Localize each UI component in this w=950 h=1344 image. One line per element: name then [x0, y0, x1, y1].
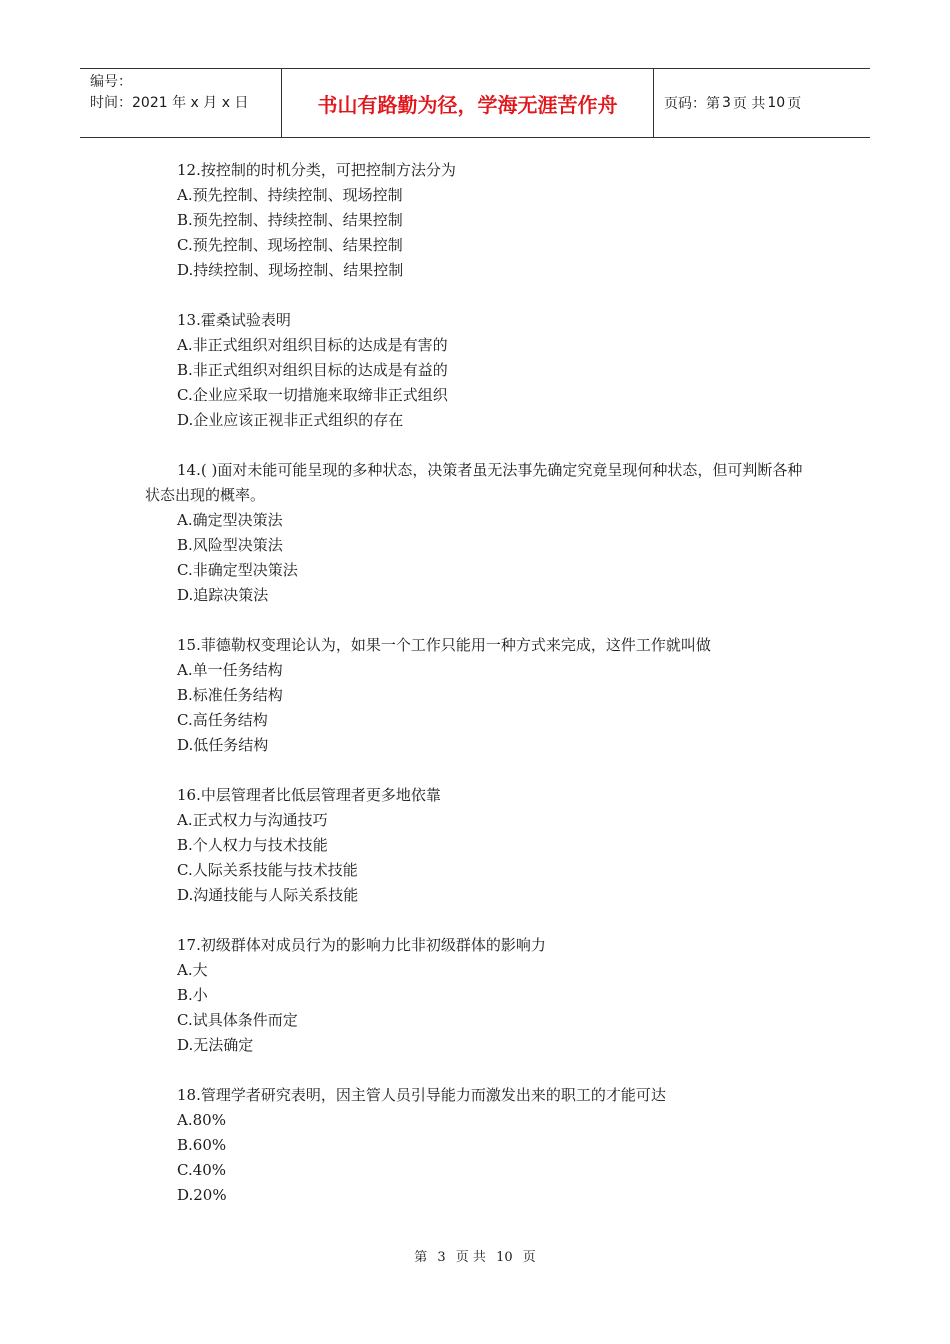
- option-d: D.追踪决策法: [177, 586, 269, 604]
- header-meta: [80, 69, 281, 137]
- option-c: C.人际关系技能与技术技能: [177, 861, 358, 879]
- option-c: C.企业应采取一切措施来取缔非正式组织: [177, 386, 448, 404]
- option-b: B.60%: [177, 1136, 227, 1154]
- page-footer: [0, 1246, 950, 1265]
- option-a: A.大: [177, 961, 208, 979]
- page-prefix: 页码：第: [664, 96, 720, 112]
- option-d: D.企业应该正视非正式组织的存在: [177, 411, 404, 429]
- page-mid: 页 共: [732, 96, 766, 112]
- option-d: D.低任务结构: [177, 736, 269, 754]
- question-18: [145, 1083, 815, 1208]
- option-c: C.40%: [177, 1161, 227, 1179]
- option-c: C.高任务结构: [177, 711, 268, 729]
- option-a: A.预先控制、持续控制、现场控制: [177, 186, 403, 204]
- option-b: B.风险型决策法: [177, 536, 283, 554]
- option-a: A.单一任务结构: [177, 661, 283, 679]
- question-16: [145, 783, 815, 908]
- footer-suffix: 页: [522, 1250, 536, 1265]
- option-b: B.标准任务结构: [177, 686, 283, 704]
- page-total: 10: [767, 95, 786, 111]
- question-stem: 16.中层管理者比低层管理者更多地依靠: [177, 786, 441, 804]
- option-a: A.80%: [177, 1111, 226, 1129]
- footer-total: 10: [496, 1250, 513, 1265]
- option-c: C.预先控制、现场控制、结果控制: [177, 236, 403, 254]
- question-15: [145, 633, 815, 758]
- page-current: 3: [722, 95, 731, 111]
- question-12: [145, 158, 815, 283]
- option-a: A.正式权力与沟通技巧: [177, 811, 328, 829]
- question-stem: 13.霍桑试验表明: [177, 311, 291, 329]
- option-b: B.个人权力与技术技能: [177, 836, 328, 854]
- option-a: A.非正式组织对组织目标的达成是有害的: [177, 336, 448, 354]
- option-c: C.非确定型决策法: [177, 561, 298, 579]
- question-14: [145, 458, 815, 608]
- question-stem: 14.( )面对未能可能呈现的多种状态，决策者虽无法事先确定究竟呈现何种状态，但可判断各种状态出现的概率。: [145, 461, 803, 504]
- option-d: D.无法确定: [177, 1036, 254, 1054]
- option-b: B.小: [177, 986, 208, 1004]
- time-text: 时间：2021 年 x 月 x 日: [90, 95, 249, 111]
- option-d: D.20%: [177, 1186, 227, 1204]
- question-stem: 15.菲德勒权变理论认为，如果一个工作只能用一种方式来完成，这件工作就叫做: [177, 636, 711, 654]
- header-motto: 书山有路勤为径，学海无涯苦作舟: [281, 69, 654, 137]
- option-a: A.确定型决策法: [177, 511, 283, 529]
- option-b: B.非正式组织对组织目标的达成是有益的: [177, 361, 448, 379]
- option-c: C.试具体条件而定: [177, 1011, 298, 1029]
- question-13: [145, 308, 815, 433]
- footer-current: 3: [437, 1250, 446, 1265]
- question-17: [145, 933, 815, 1058]
- serial-label: 编号：: [90, 74, 132, 90]
- option-d: D.沟通技能与人际关系技能: [177, 886, 359, 904]
- question-stem: 18.管理学者研究表明，因主管人员引导能力而激发出来的职工的才能可达: [177, 1086, 666, 1104]
- footer-prefix: 第: [414, 1250, 428, 1265]
- page-header: [80, 68, 870, 138]
- footer-mid: 页 共: [455, 1250, 486, 1265]
- page-suffix: 页: [787, 96, 802, 112]
- question-list: [145, 158, 815, 1233]
- option-b: B.预先控制、持续控制、结果控制: [177, 211, 403, 229]
- option-d: D.持续控制、现场控制、结果控制: [177, 261, 404, 279]
- header-page-info: [654, 69, 870, 137]
- question-stem: 17.初级群体对成员行为的影响力比非初级群体的影响力: [177, 936, 546, 954]
- question-stem: 12.按控制的时机分类，可把控制方法分为: [177, 161, 456, 179]
